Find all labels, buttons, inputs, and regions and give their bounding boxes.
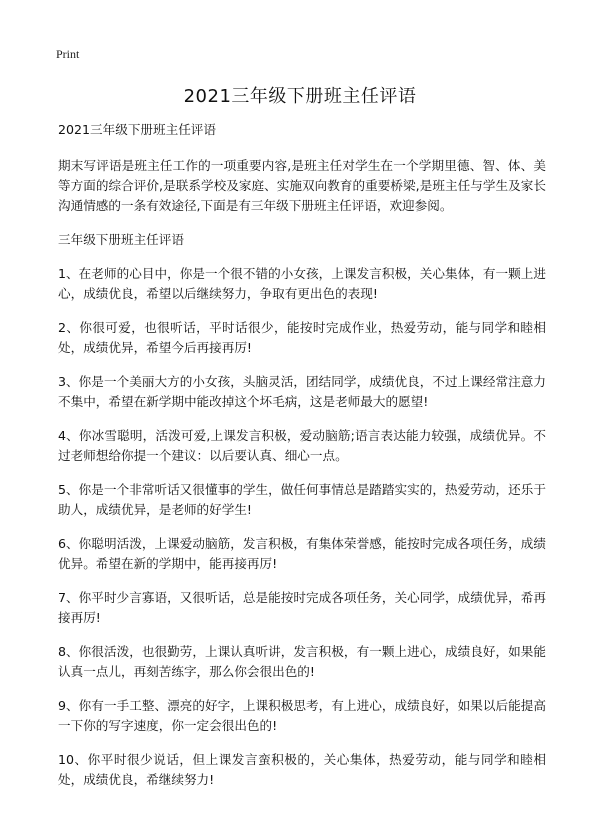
comment-paragraph: 7、你平时少言寡语，又很听话，总是能按时完成各项任务，关心同学，成绩优异，希再接再厉! <box>58 590 546 625</box>
comment-paragraph: 10、你平时很少说话，但上课发言蛮积极的，关心集体，热爱劳动，能与同学和睦相处，成绩优良，希继续努力! <box>58 752 546 787</box>
comment-paragraph: 1、在老师的心目中，你是一个很不错的小女孩，上课发言积极，关心集体，有一颗上进心，成绩优良，希望以后继续努力，争取有更出色的表现! <box>58 266 546 301</box>
comment-paragraph: 3、你是一个美丽大方的小女孩，头脑灵活，团结同学，成绩优良，不过上课经常注意力不集中，希望在新学期中能改掉这个坏毛病，这是老师最大的愿望! <box>58 374 546 409</box>
comment-paragraph: 6、你聪明活泼，上课爱动脑筋，发言积极，有集体荣誉感，能按时完成各项任务，成绩优异。希望在新的学期中，能再接再厉! <box>58 536 546 571</box>
comment-paragraph: 8、你很活泼，也很勤劳，上课认真听讲，发言积极，有一颗上进心，成绩良好，如果能认真一点儿，再刻苦练字，那么你会很出色的! <box>58 644 546 679</box>
document-body <box>58 120 546 804</box>
document-title: 2021三年级下册班主任评语 <box>183 86 417 107</box>
comment-paragraph: 9、你有一手工整、漂亮的好字，上课积极思考，有上进心，成绩良好，如果以后能提高一下你的写字速度，你一定会很出色的! <box>58 698 546 733</box>
print-label[interactable]: Print <box>56 47 80 61</box>
intro-paragraph: 期末写评语是班主任工作的一项重要内容,是班主任对学生在一个学期里德、智、体、美等方面的综合评价,是联系学校及家庭、实施双向教育的重要桥梁,是班主任与学生及家长沟通情感的一条有效途径,下面是有三年级下册班主任评语，欢迎参阅。 <box>58 158 546 213</box>
section-heading: 三年级下册班主任评语 <box>58 232 184 247</box>
comment-paragraph: 5、你是一个非常听话又很懂事的学生，做任何事情总是踏踏实实的，热爱劳动，还乐于助人，成绩优异，是老师的好学生! <box>58 482 546 517</box>
comment-paragraph: 2、你很可爱，也很听话，平时话很少，能按时完成作业，热爱劳动，能与同学和睦相处，成绩优异，希望今后再接再厉! <box>58 320 546 355</box>
document-subtitle: 2021三年级下册班主任评语 <box>58 122 216 137</box>
comment-paragraph: 4、你冰雪聪明，活泼可爱,上课发言积极，爱动脑筋;语言表达能力较强，成绩优异。不过老师想给你提一个建议：以后要认真、细心一点。 <box>58 428 546 463</box>
